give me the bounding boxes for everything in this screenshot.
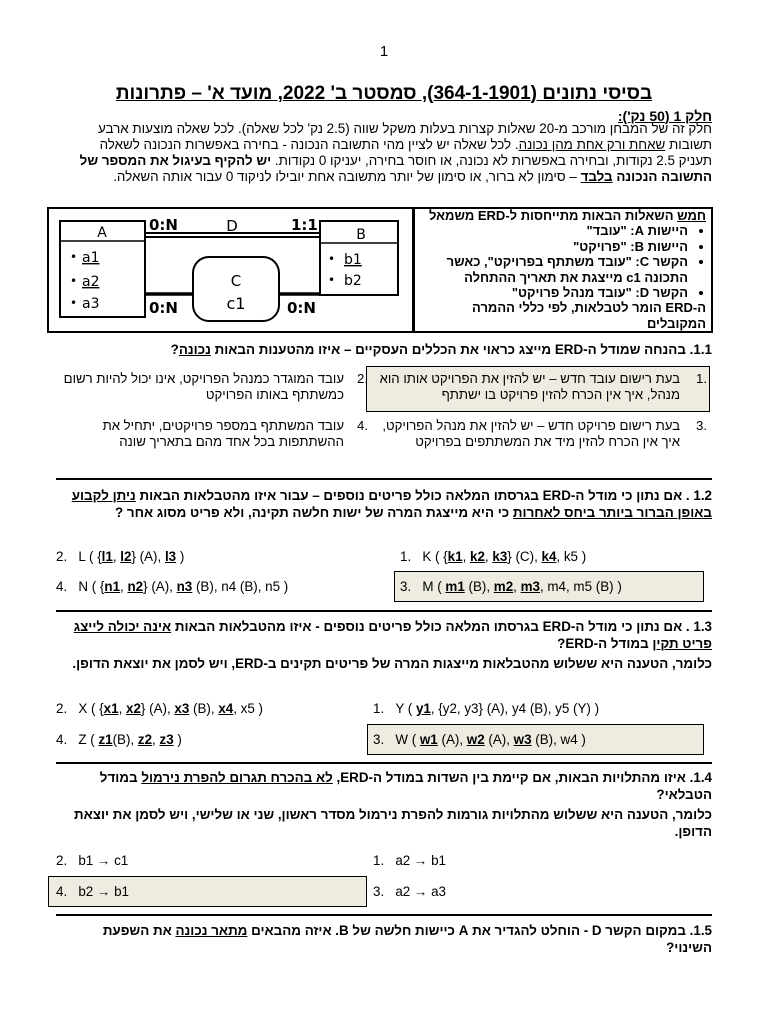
- q4-option-3[interactable]: 3. a2 → a3: [373, 884, 446, 899]
- q4-option-4[interactable]: 4. b2 → b1: [56, 884, 129, 899]
- q3-option-3[interactable]: 3. W ( w1 (A), w2 (A), w3 (B), w4 ): [373, 732, 586, 747]
- erd-description: חמש השאלות הבאות מתייחסות ל-ERD משמאל • היישות A: "עובד" • היישות B: "פרויקט" • הקשר C: "עובד משתתף בפרויקט", כאשר התכונה c1 מייצגת את תאריך ההתחלה • הקשר D: "עובד מנהל פרויקט" ה-ERD הומר לטבלאות, לפי כללי ההמרה המקובלים: [420, 208, 706, 331]
- erd-desc-item: • היישות A: "עובד": [420, 223, 688, 238]
- q1-option-4-text[interactable]: עובד המשתתף במספר פרויקטים, יתחיל את ההשתתפות בכל אחד מהם בתאריך שונה: [102, 418, 344, 449]
- erd-desc-item: • הקשר C: "עובד משתתף בפרויקט", כאשר התכונה c1 מייצגת את תאריך ההתחלה: [420, 254, 688, 285]
- svg-text:•: •: [70, 274, 78, 288]
- q1-option-1-num: 1.: [696, 371, 707, 386]
- cardinality-c-b: 0:N: [287, 299, 316, 317]
- erd-desc-item: • היישות B: "פרויקט": [420, 239, 688, 254]
- page-number: 1: [379, 43, 389, 60]
- svg-text:•: •: [70, 296, 78, 310]
- relationship-d-name: D: [226, 217, 238, 235]
- q2-option-3[interactable]: 3. M ( m1 (B), m2, m3, m4, m5 (B) ): [400, 579, 622, 594]
- erd-desc-item: • הקשר D: "עובד מנהל פרויקט": [420, 285, 688, 300]
- erd-desc-outro: ה-ERD הומר לטבלאות, לפי כללי ההמרה המקובלים: [472, 300, 706, 331]
- erd-frame-divider: [412, 207, 415, 333]
- a-attr-1: a1: [82, 250, 100, 266]
- instructions-paragraph: חלק זה של המבחן מורכב מ-20 שאלות קצרות בעלות משקל שווה (2.5 נק' לכל שאלה). לכל שאלה מוצעות ארבע תשובות שאחת ורק אחת מהן נכונה. לכל שאלה יש לציין מהי התשובה הנכונה - בחירה באפשרות הנכונה לשאלה תעניק 2.5 נקודות, ובחירה באפשרות לא נכונה, או חוסר בחירה, יעניקו 0 נקודות. יש להקיף בעיגול את המספר של התשובה הנכונה בלבד – סימון לא ברור, או סימון של יותר מתשובה אחת יובילו לניקוד 0 עבור אותה השאלה.: [79, 121, 712, 184]
- question-1-2: 1.2 . אם נתון כי מודל ה-ERD בגרסתו המלאה כולל פריטים נוספים – עבור איזו מהטבלאות הבאות ניתן לקבוע באופן הברור ביותר ביחס לאחרות כי היא מייצגת המרה של ישות חלשה תקינה, ולא פריט מסוג אחר ?: [71, 488, 712, 520]
- question-1-3-clarification: כלומר, הטענה היא ששלוש מהטבלאות מייצגות המרה של פריטים תקינים ב-ERD, ויש לסמן את יוצאת הדופן.: [72, 656, 712, 671]
- question-1-3: 1.3 . אם נתון כי מודל ה-ERD בגרסתו המלאה כולל פריטים נוספים - איזו מהטבלאות הבאות אינה יכולה לייצג פריט תקין במודל ה-ERD?: [73, 619, 712, 651]
- a-attr-2: a2: [82, 274, 100, 290]
- section-divider: [56, 478, 712, 480]
- q2-option-1[interactable]: 1. K ( {k1, k2, k3} (C), k4, k5 ): [400, 549, 587, 564]
- q1-option-3-num: 3.: [696, 418, 707, 433]
- question-1-4-clarification: כלומר, הטענה היא ששלוש מהתלויות גורמות להפרת נירמול מסדר ראשון, שני או שלישי, ויש לסמן את יוצאת הדופן.: [74, 807, 712, 839]
- question-1-1: 1.1. בהנחה שמודל ה-ERD מייצג כראוי את הכללים העסקיים – איזו מהטענות הבאות נכונה?: [170, 342, 712, 357]
- b-attr-2: b2: [344, 273, 362, 289]
- b-attr-1: b1: [344, 252, 362, 268]
- entity-b-name: B: [356, 227, 366, 243]
- svg-text:•: •: [328, 252, 336, 266]
- a-attr-bullet: •: [70, 250, 78, 264]
- a-attr-3: a3: [82, 296, 100, 312]
- q3-option-4[interactable]: 4. Z ( z1(B), z2, z3 ): [56, 732, 182, 747]
- section-divider: [56, 914, 712, 916]
- entity-a-name: A: [97, 225, 107, 241]
- q4-option-1[interactable]: 1. a2 → b1: [373, 853, 446, 868]
- relationship-c-attr: c1: [226, 294, 246, 313]
- erd-diagram: [50, 209, 410, 331]
- section-divider: [56, 762, 712, 764]
- cardinality-d-b: 1:1: [291, 216, 318, 234]
- q1-option-3-text[interactable]: בעת רישום פרויקט חדש – יש להזין את מנהל הפרויקט, איך אין הכרח להזין מיד את המשתתפים בפרויקט: [382, 418, 680, 449]
- q3-option-1[interactable]: 1. Y ( y1, {y2, y3} (A), y4 (B), y5 (Y) ): [373, 701, 600, 716]
- q3-option-2[interactable]: 2. X ( {x1, x2} (A), x3 (B), x4, x5 ): [56, 701, 263, 716]
- part-heading: חלק 1 (50 נק'):: [617, 108, 712, 124]
- cardinality-d-a: 0:N: [149, 216, 178, 234]
- q1-option-1-text[interactable]: בעת רישום עובד חדש – יש להזין את הפרויקט אותו הוא מנהל, איך אין הכרח להזין פרויקט בו ישתתף: [379, 371, 680, 402]
- question-1-4: 1.4. איזו מהתלויות הבאות, אם קיימת בין השדות במודל ה-ERD, לא בהכרח תגרום להפרת נירמול במודל הטבלאי?: [99, 770, 712, 802]
- q2-option-4[interactable]: 4. N ( {n1, n2} (A), n3 (B), n4 (B), n5 ): [56, 579, 289, 594]
- document-title: בסיסי נתונים (364-1-1901), סמסטר ב' 2022, מועד א' – פתרונות: [115, 83, 653, 104]
- section-divider: [56, 610, 712, 612]
- q1-option-2-text[interactable]: עובד המוגדר כמנהל הפרויקט, אינו יכול להיות רשום כמשתתף באותו הפרויקט: [63, 371, 344, 402]
- q1-option-4-num: 4.: [357, 418, 368, 433]
- question-1-5: 1.5. במקום הקשר D - הוחלט להגדיר את A כיישות חלשה של B. איזה מהבאים מתאר נכונה את השפעת השינוי?: [102, 923, 712, 955]
- q2-option-2[interactable]: 2. L ( {l1, l2} (A), l3 ): [56, 549, 185, 564]
- q1-option-2-num: 2.: [357, 371, 368, 386]
- svg-text:•: •: [328, 273, 336, 287]
- cardinality-c-a: 0:N: [149, 299, 178, 317]
- q4-option-2[interactable]: 2. b1 → c1: [56, 853, 129, 868]
- relationship-c-name: C: [230, 272, 242, 290]
